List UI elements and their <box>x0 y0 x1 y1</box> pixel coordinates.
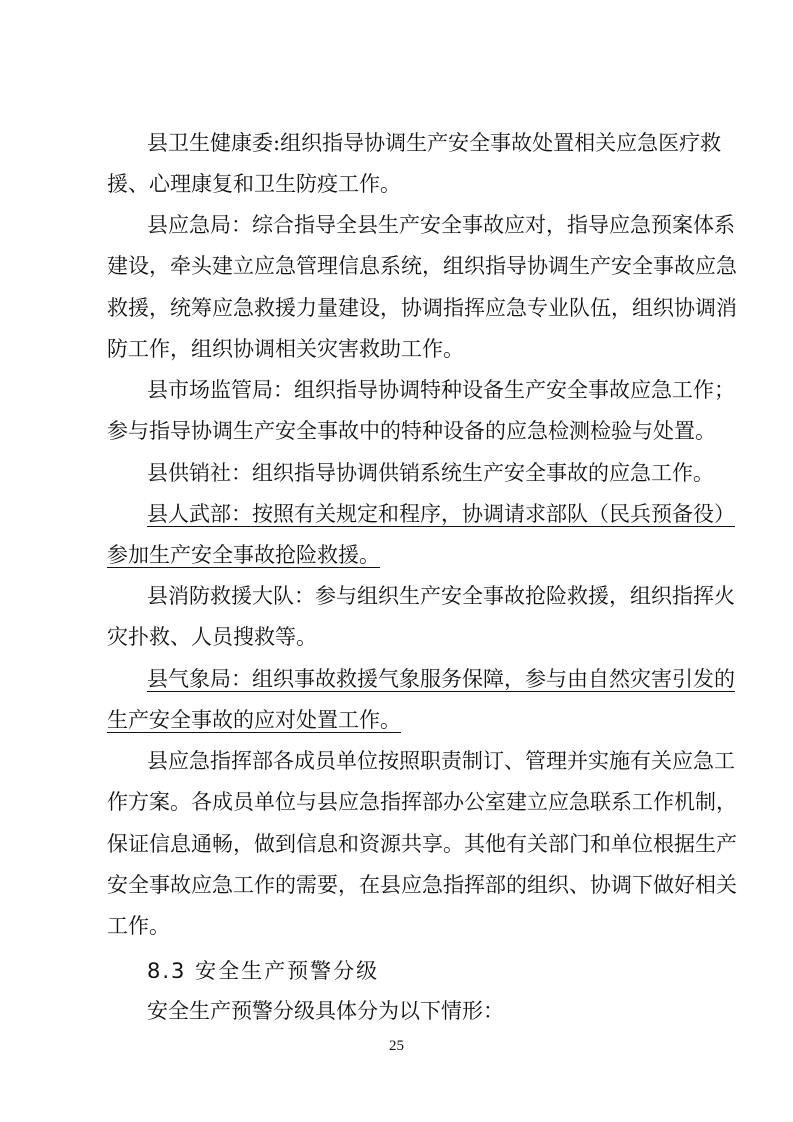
paragraph-line: 县卫生健康委:组织指导协调生产安全事故处置相关应急医疗救 <box>147 131 722 155</box>
underlined-paragraph-line: 参加生产安全事故抢险救援。 <box>107 543 380 567</box>
paragraph-line: 防工作，组织协调相关灾害救助工作。 <box>107 337 464 361</box>
paragraph-line: 县应急指挥部各成员单位按照职责制订、管理并实施有关应急工 <box>147 749 735 773</box>
section-heading: 8.3 安全生产预警分级 <box>147 959 380 983</box>
paragraph-line: 安全生产预警分级具体分为以下情形： <box>147 999 504 1023</box>
paragraph-line: 建设，牵头建立应急管理信息系统，组织指导协调生产安全事故应急 <box>107 254 737 278</box>
underlined-paragraph-line: 县人武部：按照有关规定和程序，协调请求部队（民兵预备役） <box>147 502 735 526</box>
paragraph-line: 县市场监管局：组织指导协调特种设备生产安全事故应急工作； <box>147 378 735 402</box>
paragraph-line: 保证信息通畅，做到信息和资源共享。其他有关部门和单位根据生产 <box>107 832 737 856</box>
paragraph-line: 县应急局：综合指导全县生产安全事故应对，指导应急预案体系 <box>147 213 735 237</box>
paragraph-line: 救援，统筹应急救援力量建设，协调指挥应急专业队伍，组织协调消 <box>107 296 737 320</box>
page-number: 25 <box>389 1038 404 1054</box>
paragraph-line: 安全事故应急工作的需要，在县应急指挥部的组织、协调下做好相关 <box>107 873 737 897</box>
paragraph-line: 灾扑救、人员搜救等。 <box>107 625 317 649</box>
paragraph-line: 工作。 <box>107 914 170 938</box>
paragraph-line: 作方案。各成员单位与县应急指挥部办公室建立应急联系工作机制， <box>107 790 737 814</box>
underlined-paragraph-line: 县气象局：组织事故救援气象服务保障，参与由自然灾害引发的 <box>147 667 735 691</box>
paragraph-line: 县供销社：组织指导协调供销系统生产安全事故的应急工作。 <box>147 461 714 485</box>
paragraph-line: 县消防救援大队：参与组织生产安全事故抢险救援，组织指挥火 <box>147 584 735 608</box>
underlined-paragraph-line: 生产安全事故的应对处置工作。 <box>107 708 401 732</box>
paragraph-line: 援、心理康复和卫生防疫工作。 <box>107 172 401 196</box>
paragraph-line: 参与指导协调生产安全事故中的特种设备的应急检测检验与处置。 <box>107 419 716 443</box>
